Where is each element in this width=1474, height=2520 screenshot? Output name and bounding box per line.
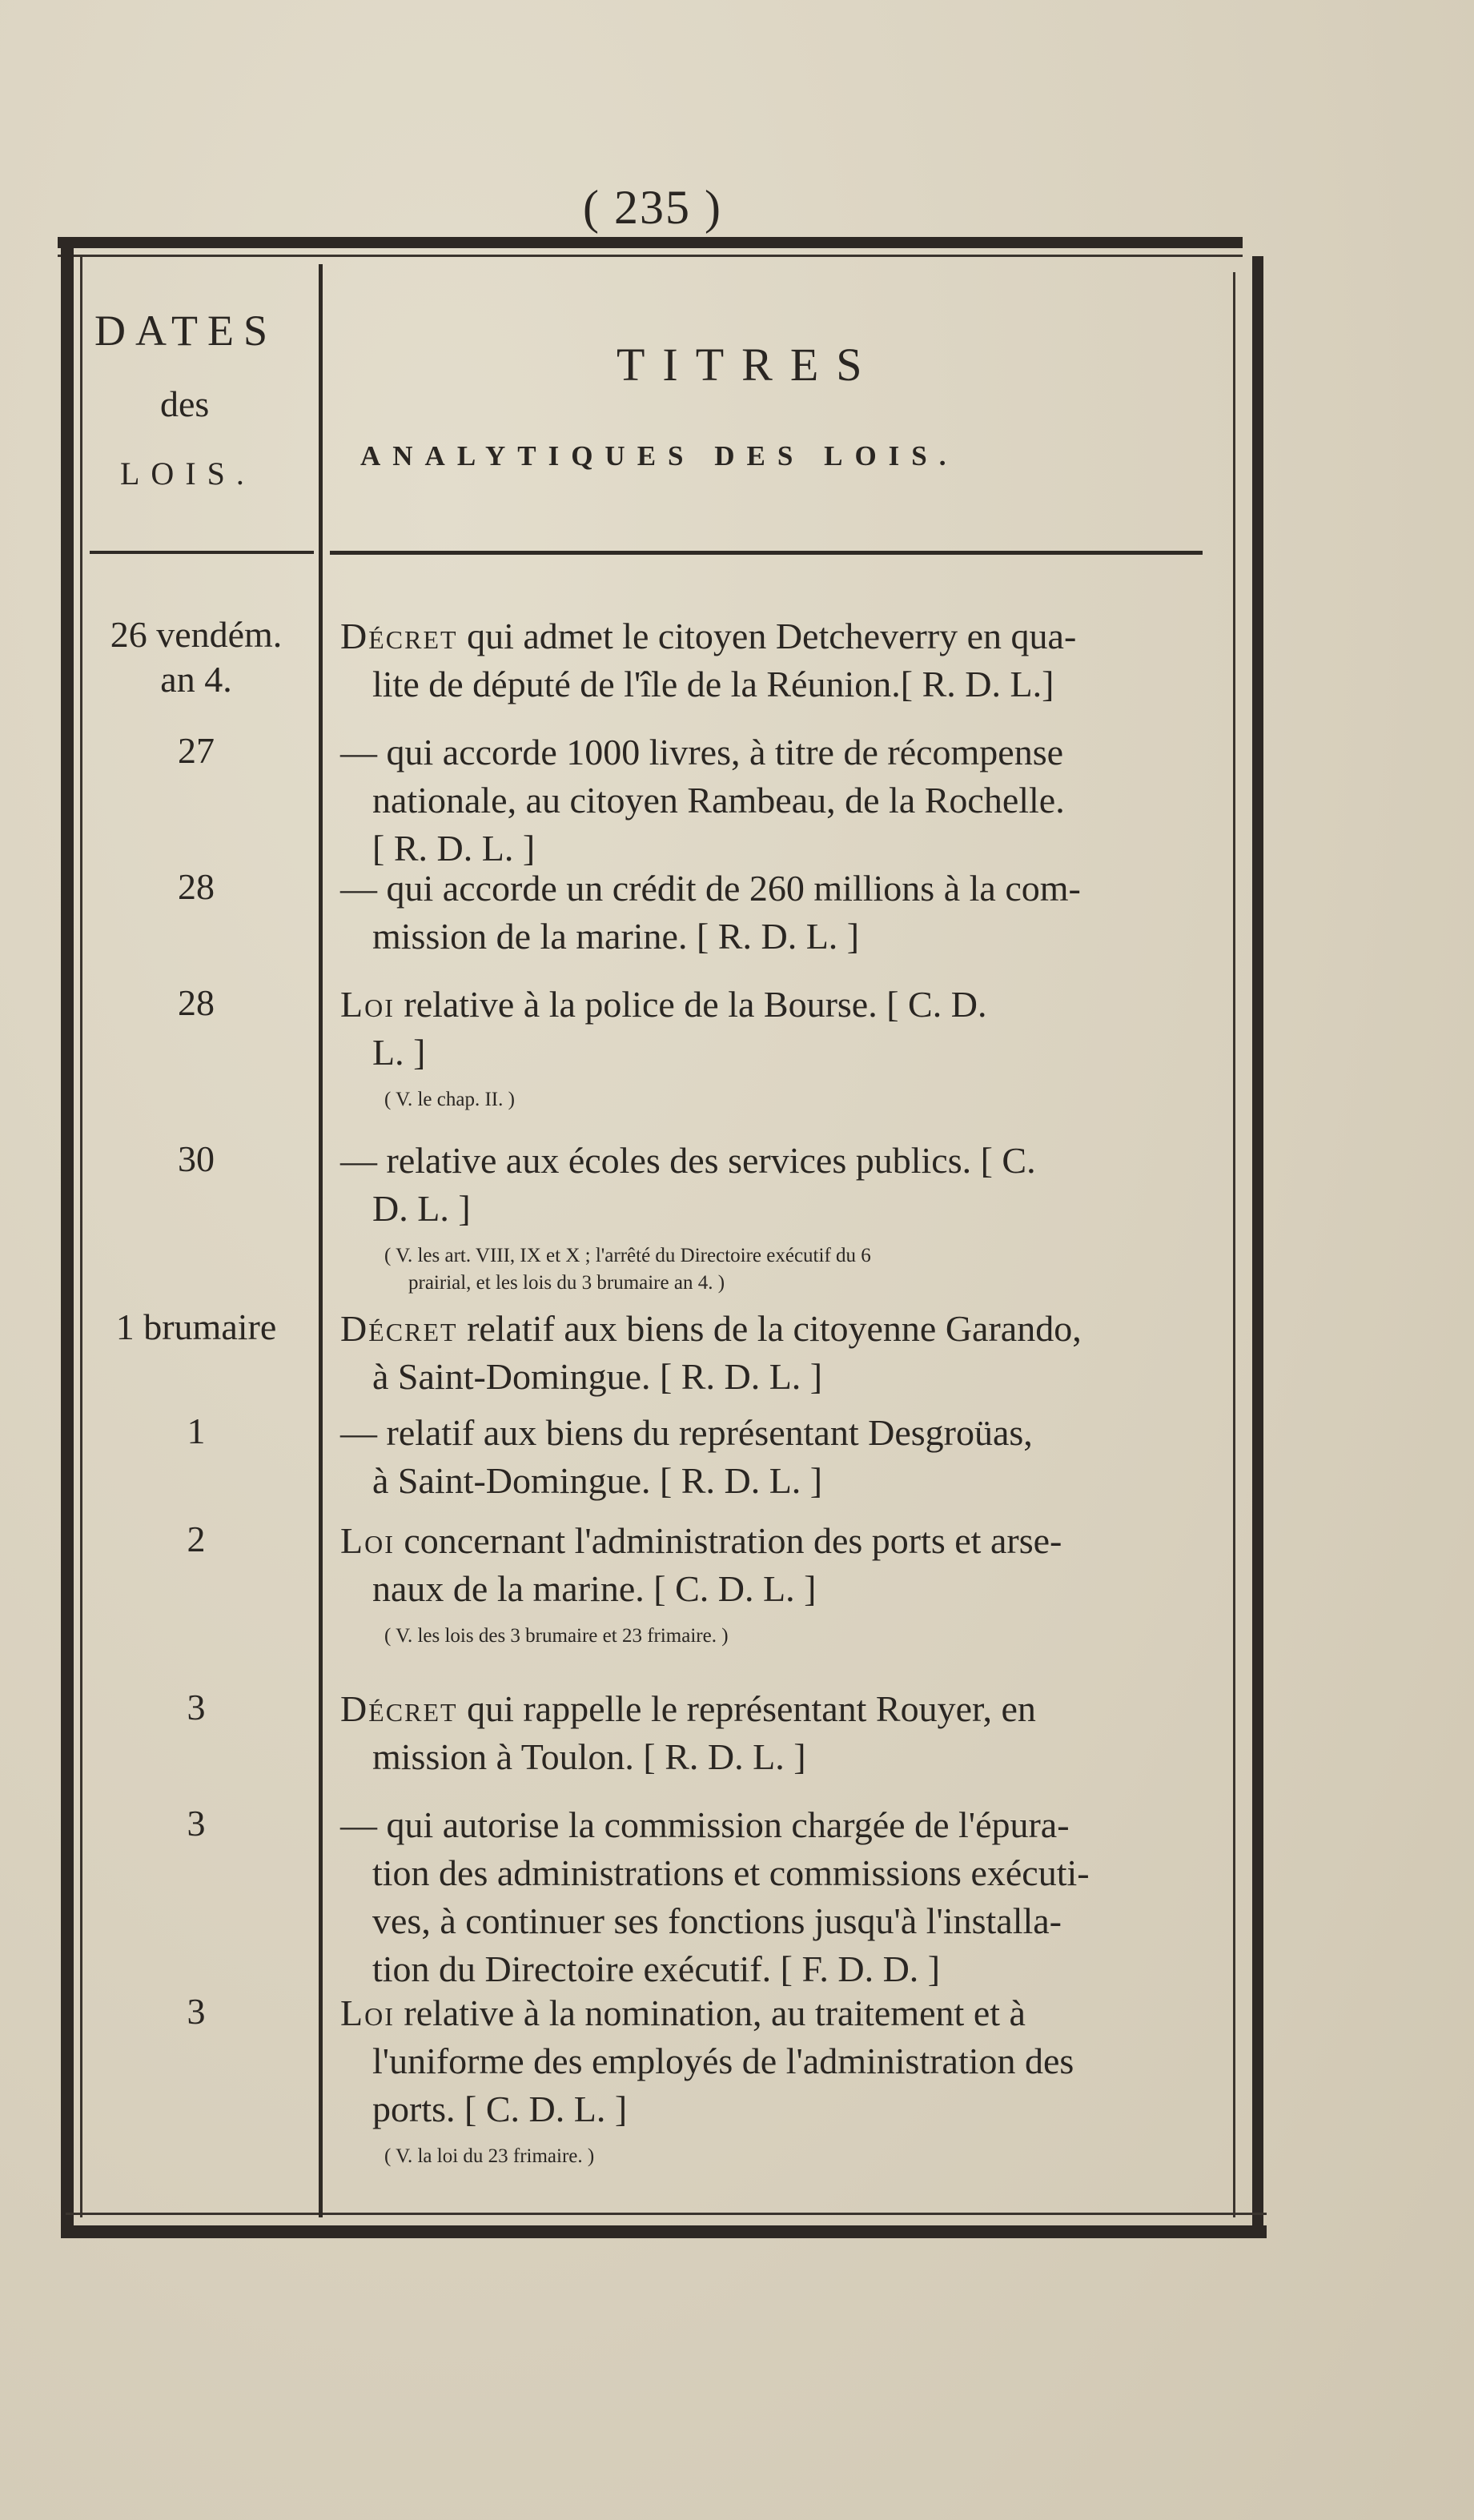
entry-title-text: qui rappelle le représentant Rouyer, en (457, 1688, 1036, 1729)
entry-title (340, 1137, 1229, 1233)
entry-date-line: 30 (178, 1138, 215, 1179)
entry-date-line: 3 (187, 1991, 206, 2032)
entry-title (340, 1517, 1229, 1613)
entry-title (340, 1989, 1229, 2133)
entry-title (340, 1685, 1229, 1781)
entry-date (80, 728, 312, 773)
entry-lead-word: Loi (340, 1992, 395, 2033)
entry-date-line: 1 brumaire (115, 1306, 277, 1347)
entry-lead-word: Décret (340, 1308, 458, 1349)
entry-title (340, 865, 1229, 961)
entry-title-line: — qui autorise la commission chargée de l'épura- (340, 1804, 1070, 1845)
entry-title-line (340, 1517, 1229, 1565)
entry-date-line: 27 (178, 730, 215, 771)
header-des: des (160, 383, 210, 424)
entry-title (340, 728, 1229, 873)
entry-title-text: relative à la police de la Bourse. [ C. D. (394, 984, 987, 1025)
entry-title (340, 981, 1229, 1077)
header-titres: TITRES (617, 339, 880, 391)
entry-date-line: 28 (178, 982, 215, 1023)
entry-title-line (340, 612, 1229, 660)
table-frame-left (61, 237, 74, 2238)
entry-title-line: ports. [ C. D. L. ] (372, 2089, 628, 2129)
entry-date (80, 1801, 312, 1846)
header-rule-dates (90, 551, 314, 554)
entry-title-line (340, 1685, 1229, 1733)
entry-lead-word: Décret (340, 616, 458, 656)
table-frame-left-inner (80, 256, 82, 2217)
entry-date-line: 2 (187, 1519, 206, 1559)
entry-title (340, 1409, 1229, 1505)
entry-title (340, 612, 1229, 708)
entry-date-line: 3 (187, 1687, 206, 1727)
table-frame-top-inner (58, 255, 1243, 257)
header-rule-titles (330, 551, 1203, 555)
entry-title-line: D. L. ] (372, 1188, 471, 1229)
entry-date-line: 1 (187, 1410, 206, 1451)
table-frame-bottom (66, 2225, 1267, 2238)
entry-date-line: 28 (178, 866, 215, 907)
entry-note: ( V. le chap. II. ) (384, 1089, 515, 1110)
entry-date (80, 1305, 312, 1350)
entry-title-text: qui admet le citoyen Detcheverry en qua- (457, 616, 1077, 656)
entry-date-line: 3 (187, 1803, 206, 1844)
entry-title-line: — relative aux écoles des services publics. [ C. (340, 1140, 1036, 1181)
entry-title-line: L. ] (372, 1032, 426, 1073)
entry-note: ( V. la loi du 23 frimaire. ) (384, 2145, 595, 2167)
entry-title-line: tion des administrations et commissions exécuti- (372, 1852, 1090, 1893)
entry-title-line (340, 1989, 1229, 2037)
entry-date (80, 1685, 312, 1730)
entry-title-line: [ R. D. L. ] (372, 828, 536, 869)
entry-date (80, 1409, 312, 1454)
header-analytiques: ANALYTIQUES DES LOIS. (360, 440, 958, 471)
entry-title-line: l'uniforme des employés de l'administration des (372, 2040, 1074, 2081)
entry-title-text: relative à la nomination, au traitement et à (394, 1992, 1026, 2033)
entry-note: ( V. les art. VIII, IX et X ; l'arrêté du Directoire exécutif du 6 (384, 1245, 871, 1266)
entry-title-line: à Saint-Domingue. [ R. D. L. ] (372, 1356, 823, 1397)
entry-title-line: à Saint-Domingue. [ R. D. L. ] (372, 1460, 823, 1501)
header-lois: LOIS. (120, 455, 255, 492)
entry-title-line: nationale, au citoyen Rambeau, de la Rochelle. (372, 780, 1065, 821)
entry-title (340, 1305, 1229, 1401)
entry-title-line: mission de la marine. [ R. D. L. ] (372, 916, 860, 957)
entry-lead-word: Loi (340, 984, 395, 1025)
entry-date (80, 612, 312, 702)
entry-date (80, 1517, 312, 1562)
entry-date (80, 981, 312, 1025)
entry-title-line: — qui accorde un crédit de 260 millions à la com- (340, 868, 1081, 909)
table-frame-bottom-inner (66, 2213, 1267, 2215)
entry-note: ( V. les lois des 3 brumaire et 23 frimaire. ) (384, 1625, 729, 1647)
entry-title-line (340, 1305, 1229, 1353)
entry-date (80, 1137, 312, 1182)
table-frame-top (58, 237, 1243, 248)
entry-title-text: relatif aux biens de la citoyenne Garando, (457, 1308, 1082, 1349)
entry-title-line: mission à Toulon. [ R. D. L. ] (372, 1736, 806, 1777)
page-number: ( 235 ) (583, 181, 722, 234)
table-frame-right-inner (1233, 272, 1235, 2217)
entry-date-line: 26 vendém. (110, 614, 283, 655)
entry-title-line: lite de député de l'île de la Réunion.[ R. D. L.] (372, 664, 1054, 704)
entry-note: prairial, et les lois du 3 brumaire an 4. ) (408, 1272, 725, 1294)
table-frame-right (1252, 256, 1263, 2238)
entry-title-text: concernant l'administration des ports et arse- (394, 1520, 1062, 1561)
entry-title (340, 1801, 1229, 1993)
header-dates: DATES (94, 307, 278, 355)
entry-lead-word: Décret (340, 1688, 458, 1729)
entry-title-line: — qui accorde 1000 livres, à titre de récompense (340, 732, 1064, 772)
entry-date-line: an 4. (160, 659, 232, 700)
entry-date (80, 865, 312, 909)
entry-title-line: tion du Directoire exécutif. [ F. D. D. ] (372, 1948, 941, 1989)
column-divider (319, 264, 323, 2217)
entry-title-line: ves, à continuer ses fonctions jusqu'à l'installa- (372, 1900, 1062, 1941)
entry-title-line (340, 981, 1229, 1029)
entry-title-line: naux de la marine. [ C. D. L. ] (372, 1568, 817, 1609)
entry-lead-word: Loi (340, 1520, 395, 1561)
entry-date (80, 1989, 312, 2034)
entry-title-line: — relatif aux biens du représentant Desgroüas, (340, 1412, 1033, 1453)
